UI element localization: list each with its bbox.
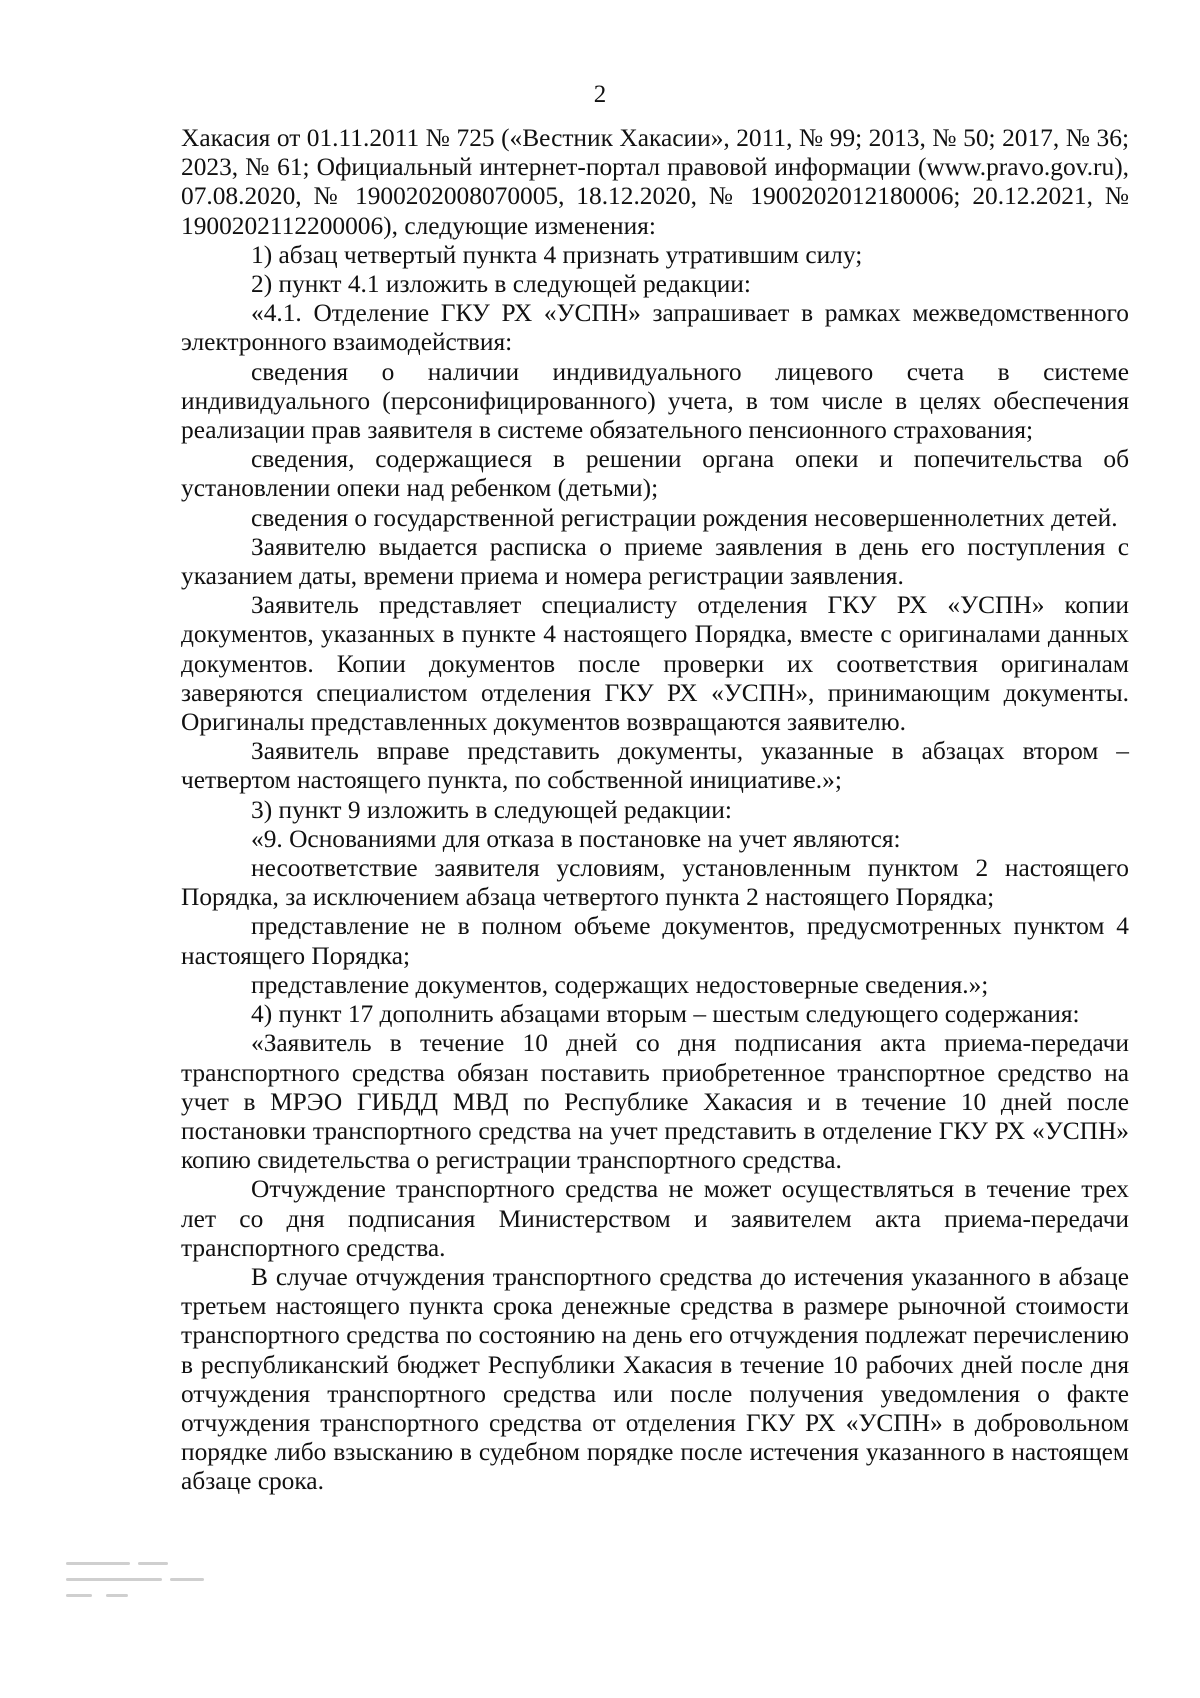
paragraph-clause-9-item-2: представление не в полном объеме документов, предусмотренных пунктом 4 настоящего Порядка; bbox=[181, 912, 1129, 970]
document-body bbox=[181, 124, 1129, 1497]
paragraph-copies: Заявитель представляет специалисту отделения ГКУ РХ «УСПН» копии документов, указанных в пункте 4 настоящего Порядка, вместе с оригиналами данных документов. Копии документов после проверки их соответствия оригиналам заверяются специалистом отделения ГКУ РХ «УСПН», принимающим документы. Оригиналы представленных документов возвращаются заявителю. bbox=[181, 591, 1129, 737]
paragraph-clause-9-item-1: несоответствие заявителя условиям, установленным пунктом 2 настоящего Порядка, за исключением абзаца четвертого пункта 2 настоящего Порядка; bbox=[181, 854, 1129, 912]
paragraph-clause-4-1-item-3: сведения о государственной регистрации рождения несовершеннолетних детей. bbox=[251, 503, 1118, 532]
page-number: 2 bbox=[593, 81, 607, 108]
paragraph-clause-4-1-item-1: сведения о наличии индивидуального лицевого счета в системе индивидуального (персонифицированного) учета, в том числе в целях обеспечения реализации прав заявителя в системе обязательного пенсионного страхования; bbox=[181, 357, 1129, 445]
paragraph-amendment-4: 4) пункт 17 дополнить абзацами вторым – шестым следующего содержания: bbox=[251, 1000, 1080, 1029]
paragraph-amendment-2: 2) пункт 4.1 изложить в следующей редакции: bbox=[251, 270, 751, 299]
paragraph-own-initiative: Заявитель вправе представить документы, указанные в абзацах втором – четвертом настоящего пункта, по собственной инициативе.»; bbox=[181, 737, 1129, 795]
paragraph-continuation: Хакасия от 01.11.2011 № 725 («Вестник Хакасии», 2011, № 99; 2013, № 50; 2017, № 36; 2023, № 61; Официальный интернет-портал правовой информации (www.pravo.gov.ru), 07.08.2020, № 1900202008070005, 18.12.2020, № 1900202012180006; 20.12.2021, № 1900202112200006), следующие изменения: bbox=[181, 124, 1129, 240]
paragraph-clause-9: «9. Основаниями для отказа в постановке на учет являются: bbox=[251, 824, 901, 853]
paragraph-clause-17-compensation: В случае отчуждения транспортного средства до истечения указанного в абзаце третьем настоящего пункта срока денежные средства в размере рыночной стоимости транспортного средства по состоянию на день его отчуждения подлежат перечислению в республиканский бюджет Республики Хакасия в течение 10 рабочих дней после дня отчуждения транспортного средства или после получения уведомления о факте отчуждения транспортного средства от отделения ГКУ РХ «УСПН» в добровольном порядке либо взысканию в судебном порядке после истечения указанного в настоящем абзаце срока. bbox=[181, 1262, 1129, 1496]
paragraph-clause-4-1-item-2: сведения, содержащиеся в решении органа опеки и попечительства об установлении опеки над ребенком (детьми); bbox=[181, 445, 1129, 503]
paragraph-clause-17-registration: «Заявитель в течение 10 дней со дня подписания акта приема-передачи транспортного средства обязан поставить приобретенное транспортное средство на учет в МРЭО ГИБДД МВД по Республике Хакасия и в течение 10 дней после постановки транспортного средства на учет представить в отделение ГКУ РХ «УСПН» копию свидетельства о регистрации транспортного средства. bbox=[181, 1029, 1129, 1175]
paragraph-receipt: Заявителю выдается расписка о приеме заявления в день его поступления с указанием даты, времени приема и номера регистрации заявления. bbox=[181, 532, 1129, 591]
paragraph-clause-17-alienation: Отчуждение транспортного средства не может осуществляться в течение трех лет со дня подписания Министерством и заявителем акта приема-передачи транспортного средства. bbox=[181, 1175, 1129, 1262]
paragraph-amendment-1: 1) абзац четвертый пункта 4 признать утратившим силу; bbox=[251, 240, 863, 269]
paragraph-clause-9-item-3: представление документов, содержащих недостоверные сведения.»; bbox=[251, 970, 989, 999]
paragraph-clause-4-1: «4.1. Отделение ГКУ РХ «УСПН» запрашивает в рамках межведомственного электронного взаимодействия: bbox=[181, 299, 1129, 357]
paragraph-amendment-3: 3) пункт 9 изложить в следующей редакции: bbox=[251, 795, 732, 824]
scan-artifact bbox=[66, 1556, 216, 1616]
